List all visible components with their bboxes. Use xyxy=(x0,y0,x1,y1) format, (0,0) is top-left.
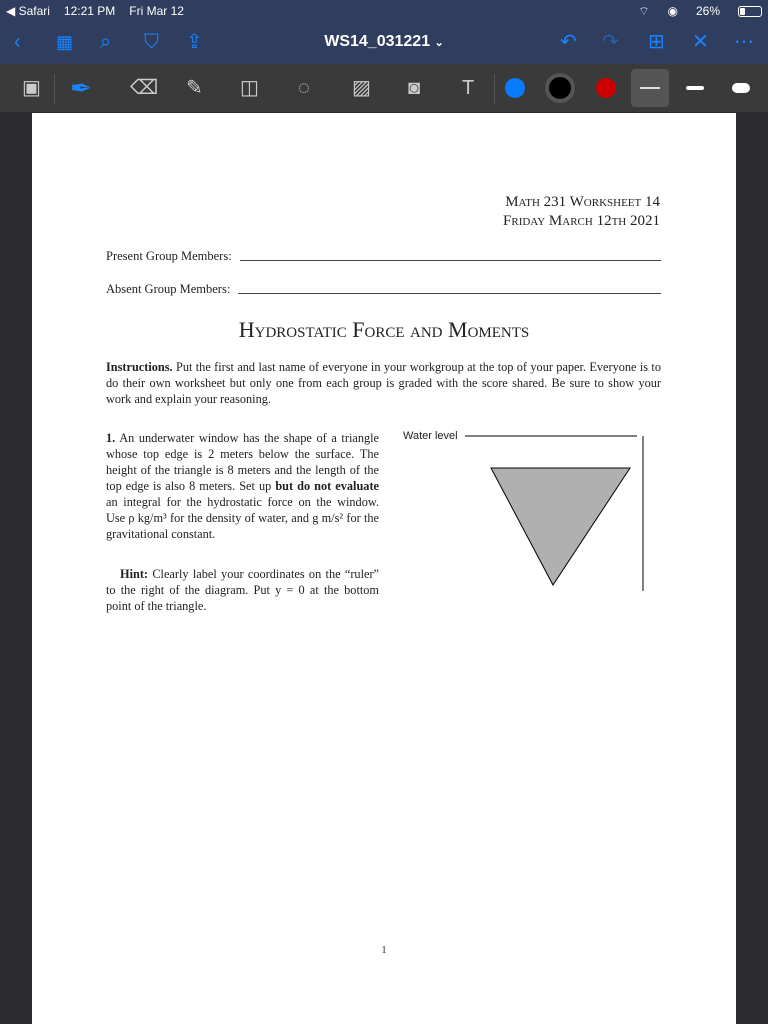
thickness-thin-selected[interactable] xyxy=(631,69,669,107)
nav-bar xyxy=(0,22,768,64)
page-title: Hydrostatic Force and Moments xyxy=(238,317,530,342)
instructions: Instructions. Put the first and last name of everyone in your workgroup at the top of your paper. Everyone is to do their own worksheet but only one from each group is graded with the score shared. Be sure to show your work and explain your reasoning. xyxy=(106,360,661,406)
share-icon[interactable]: ⇪ xyxy=(186,31,203,53)
document-page[interactable] xyxy=(32,113,736,1024)
back-chevron-icon[interactable]: ‹ xyxy=(14,31,21,53)
triangle-window xyxy=(491,468,630,585)
time: 12:21 PM xyxy=(63,4,116,18)
back-to-safari[interactable]: ◀ Safari xyxy=(6,4,50,18)
water-level-label: Water level xyxy=(403,430,458,442)
orientation-lock-icon: ◉ xyxy=(667,4,678,18)
battery-icon xyxy=(738,6,762,17)
question-1: 1. An underwater window has the shape of a triangle whose top edge is 2 meters below the surface. The height of the triangle is 8 meters and the length of the top edge is also 8 meters. Set up but do not evaluate an integral for the hydrostatic force on the window. Use ρ kg/m³ for the density of water, and g m/s² for the gravitational constant. xyxy=(106,431,379,541)
status-bar xyxy=(0,0,768,22)
page-number: 1 xyxy=(381,945,387,956)
tool-settings-icon[interactable]: ▣ xyxy=(22,77,41,99)
worksheet-header: Math 231 Worksheet 14 Friday March 12th 2021 xyxy=(503,194,660,229)
color-red[interactable] xyxy=(596,78,616,98)
hint: Hint: Clearly label your coordinates on the “ruler” to the right of the diagram. Put y = 0 at the bottom point of the triangle. xyxy=(106,567,379,613)
triangle-diagram xyxy=(32,113,736,713)
shapes-icon[interactable]: ◫ xyxy=(240,77,259,99)
eraser-icon[interactable]: ⌫ xyxy=(130,77,159,99)
absent-members: Absent Group Members: xyxy=(106,282,661,297)
search-icon[interactable]: ⌕ xyxy=(100,31,112,53)
document-title[interactable]: WS14_031221 ⌄ xyxy=(324,33,444,50)
date: Fri Mar 12 xyxy=(129,4,184,18)
text-tool-icon[interactable]: T xyxy=(462,77,475,99)
present-members: Present Group Members: xyxy=(106,249,661,264)
pen-icon[interactable]: ✒ xyxy=(70,73,92,103)
camera-icon[interactable]: ◙ xyxy=(408,77,421,99)
thickness-medium[interactable] xyxy=(686,86,704,90)
grid-icon[interactable]: ▦ xyxy=(56,32,74,52)
thickness-thick[interactable] xyxy=(732,83,750,93)
image-icon[interactable]: ▨ xyxy=(352,77,371,99)
redo-icon[interactable]: ↷ xyxy=(602,31,619,53)
annotation-toolbar xyxy=(0,64,768,112)
color-blue[interactable] xyxy=(505,78,525,98)
bookmark-icon[interactable]: ⛉ xyxy=(144,31,159,53)
battery-percent: 26% xyxy=(695,4,720,18)
add-page-icon[interactable]: ⊞ xyxy=(648,31,665,53)
color-black-selected[interactable] xyxy=(545,73,575,103)
more-icon[interactable]: ⋯ xyxy=(734,31,754,53)
lasso-icon[interactable]: ◌ xyxy=(298,77,310,99)
close-pen-icon[interactable]: ✕ xyxy=(692,31,709,53)
highlighter-icon[interactable]: ✎ xyxy=(186,77,203,99)
undo-icon[interactable]: ↶ xyxy=(560,31,577,53)
wifi-icon: ⌔ xyxy=(638,3,650,18)
